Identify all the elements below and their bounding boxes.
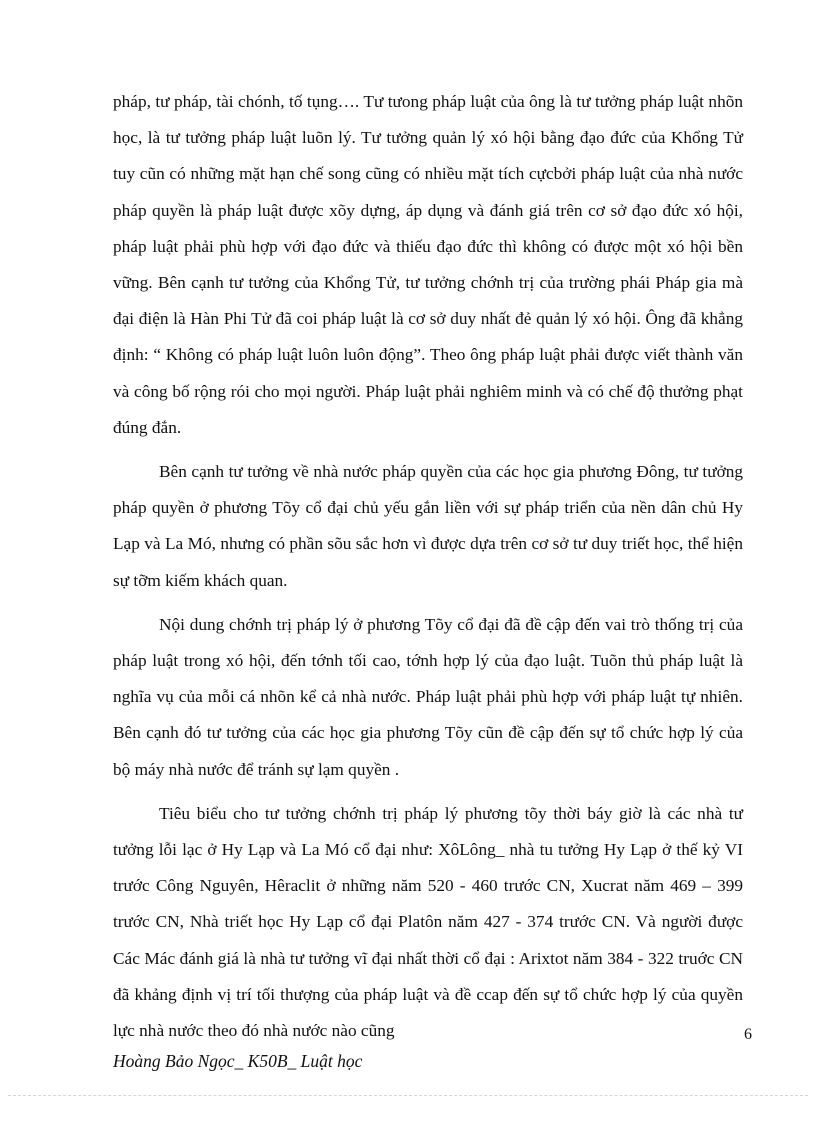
paragraph-3: Nội dung chớnh trị pháp lý ở phương Tõy cổ đại đã đề cập đến vai trò thống trị của pháp luật trong xó hội, đến tớnh tối cao, tớnh hợp lý của đạo luật. Tuõn thủ pháp luật là nghĩa vụ của mỗi cá nhõn kể cả nhà nước. Pháp luật phải phù hợp với pháp luật tự nhiên. Bên cạnh đó tư tưởng của các học gia phương Tõy cũn đề cập đến sự tổ chức hợp lý của bộ máy nhà nước để tránh sự lạm quyền . (113, 614, 743, 779)
body-text (113, 84, 743, 1057)
paragraph-1: pháp, tư pháp, tài chónh, tố tụng…. Tư tưong pháp luật của ông là tư tưởng pháp luật nhõn học, là tư tưởng pháp luật luõn lý. Tư tưởng quản lý xó hội bằng đạo đức của Khổng Tử tuy cũn có những mặt hạn chế song cũng có nhiều mặt tích cựcbởi pháp luật của nhà nước pháp quyền là pháp luật được xõy dựng, áp dụng và đánh giá trên cơ sở đạo đức xó hội, pháp luật phải phù hợp với đạo đức và thiếu đạo đức thì không có được một xó hội bền vững. Bên cạnh tư tưởng của Khổng Tử, tư tưởng chớnh trị của trường phái Pháp gia mà đại điện là Hàn Phi Tử đã coi pháp luật là cơ sở duy nhất đẻ quản lý xó hội. Ông đã khẳng định: “ Không có pháp luật luôn luôn động”. Theo ông pháp luật phải được viết thành văn và công bố rộng rói cho mọi người. Pháp luật phải nghiêm minh và có chế độ thưởng phạt đúng đắn. (113, 92, 743, 437)
page-number: 6 (744, 1026, 752, 1043)
footer-divider (8, 1095, 808, 1096)
footer-author: Hoàng Bảo Ngọc_ K50B_ Luật học (113, 1051, 363, 1071)
paragraph-4: Tiêu biểu cho tư tưởng chớnh trị pháp lý phương tõy thời báy giờ là các nhà tư tưởng lỗi lạc ở Hy Lạp và La Mó cổ đại như: XôLông_ nhà tu tưởng Hy Lạp ở thế kỷ VI trước Công Nguyên, Hêraclit ở những năm 520 - 460 trước CN, Xucrat năm 469 – 399 trước CN, Nhà triết học Hy Lạp cổ đại Platôn năm 427 - 374 trước CN. Và người được Các Mác đánh giá là nhà tư tưởng vĩ đại nhất thời cổ đại : Arixtot năm 384 - 322 truớc CN đã khảng định vị trí tối thượng của pháp luật và đề ccap đến sự tổ chức hợp lý của quyền lực nhà nước theo đó nhà nước nào cũng (113, 803, 743, 1041)
paragraph-2: Bên cạnh tư tưởng về nhà nước pháp quyền của các học gia phương Đông, tư tưởng pháp quyền ở phương Tõy cổ đại chủ yếu gắn liền với sự pháp triển của nền dân chủ Hy Lạp và La Mó, nhưng có phần sõu sắc hơn vì được dựa trên cơ sở tư duy triết học, thể hiện sự tỡm kiếm khách quan. (113, 462, 743, 590)
